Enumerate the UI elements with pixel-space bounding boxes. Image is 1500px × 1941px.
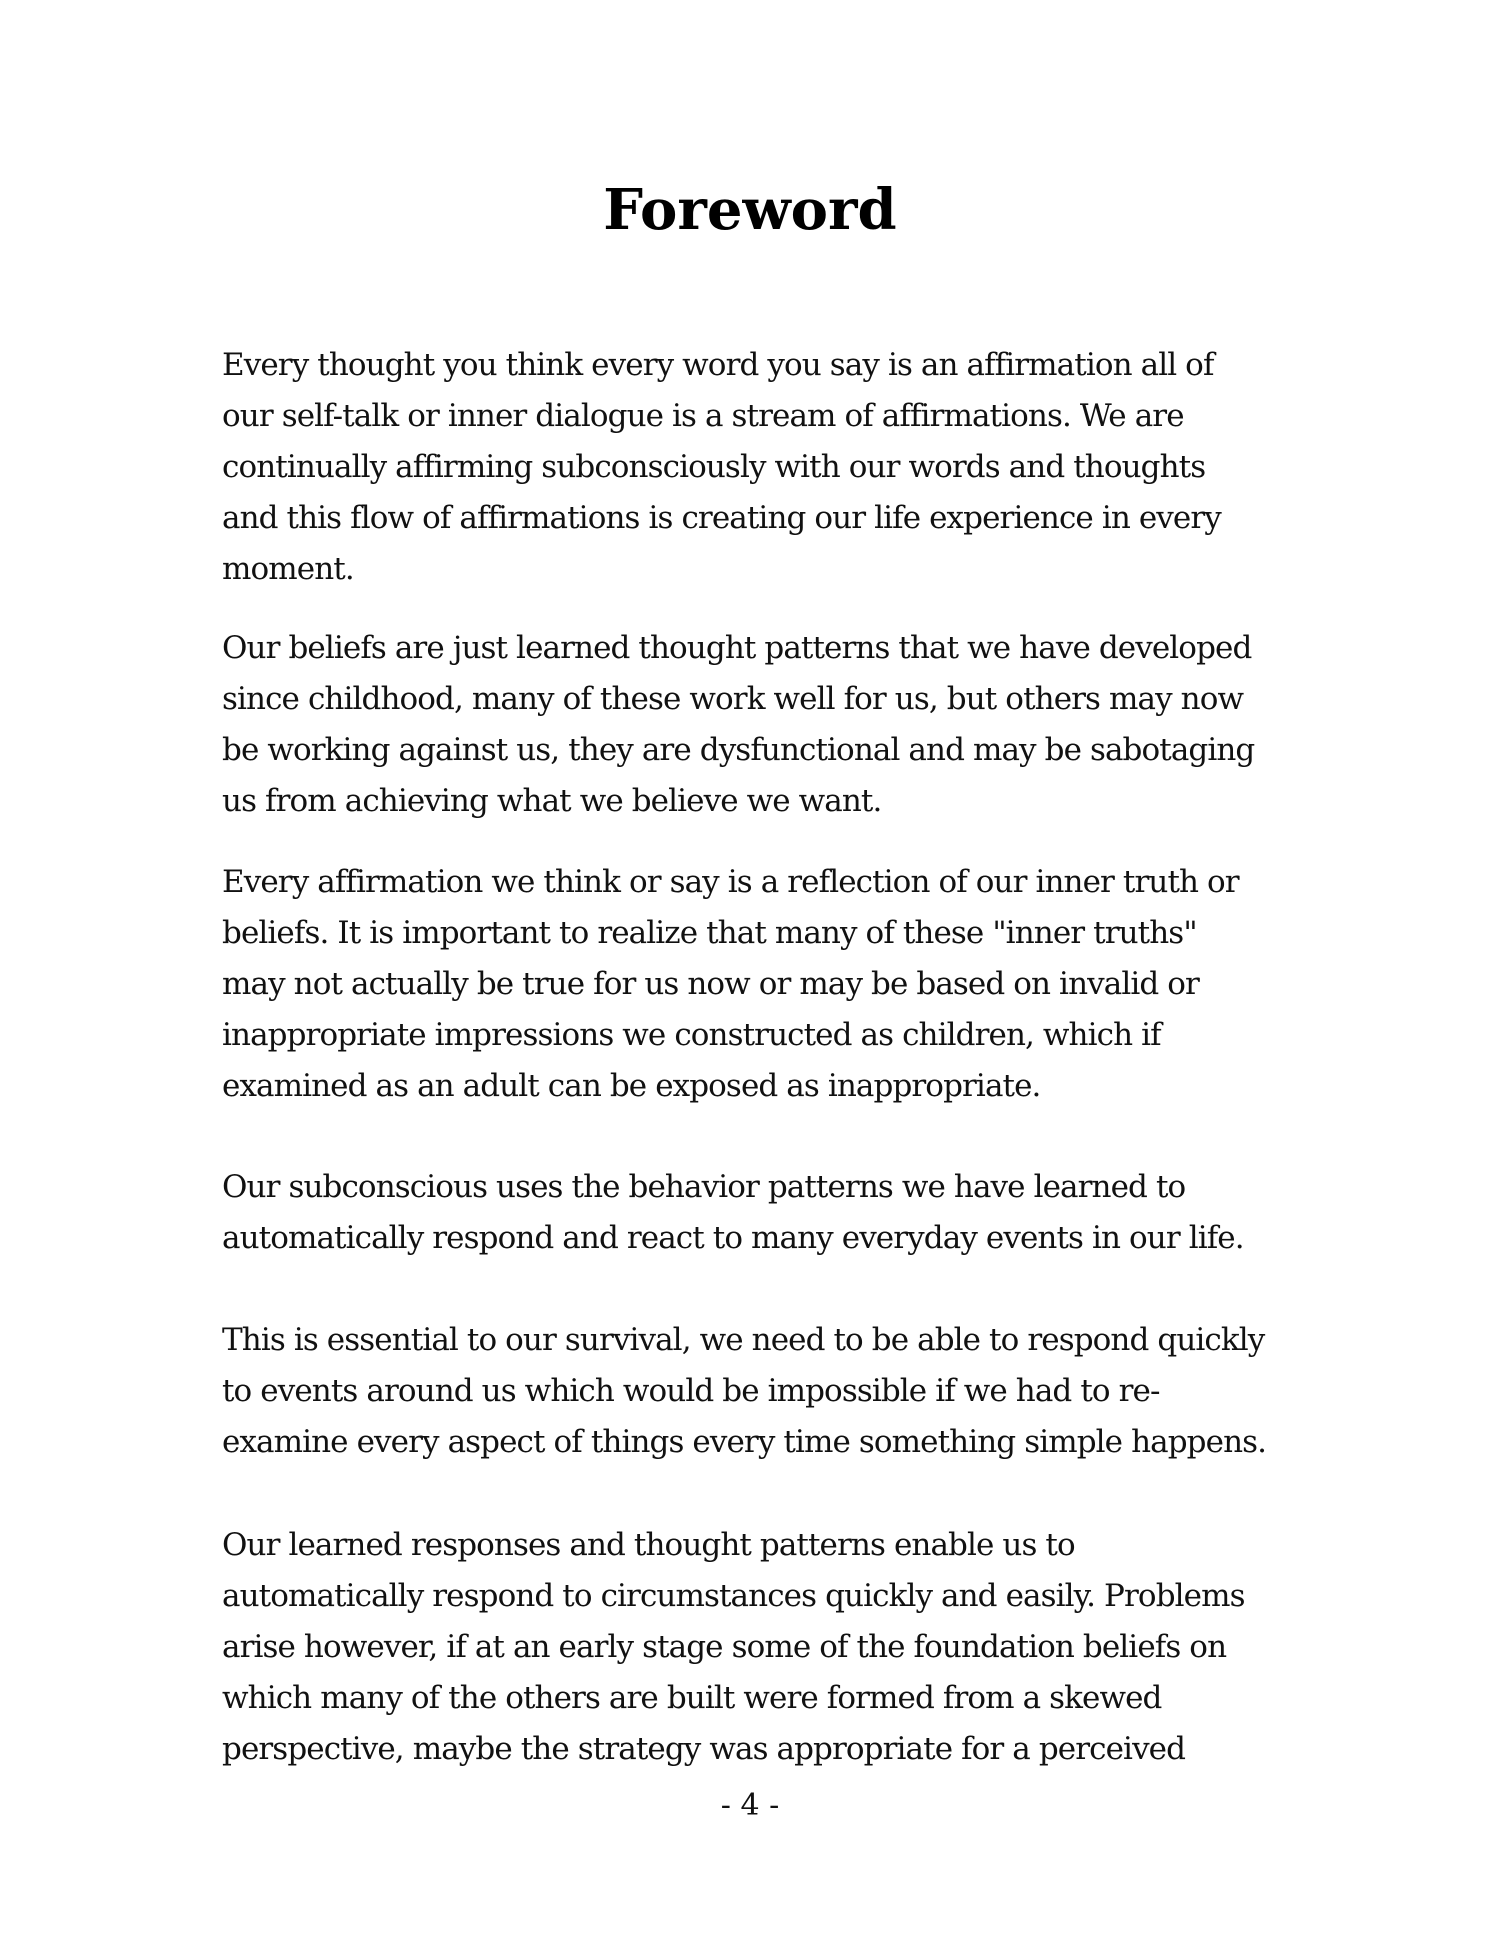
text-line: Every affirmation we think or say is a reflection of our inner truth or [222,864,1239,900]
text-line: to events around us which would be impossible if we had to re- [222,1373,1160,1409]
text-line: Our learned responses and thought patterns enable us to [222,1527,1075,1563]
text-line: perspective, maybe the strategy was appropriate for a perceived [222,1731,1186,1767]
text-line: This is essential to our survival, we need to be able to respond quickly [222,1322,1265,1358]
paragraph-5 [222,1315,1312,1468]
text-line: automatically respond and react to many everyday events in our life. [222,1220,1244,1256]
text-line: automatically respond to circumstances quickly and easily. Problems [222,1578,1245,1614]
text-line: continually affirming subconsciously with our words and thoughts [222,449,1206,485]
text-line: Every thought you think every word you say is an affirmation all of [222,347,1214,383]
paragraph-4 [222,1162,1312,1264]
text-line: arise however, if at an early stage some of the foundation beliefs on [222,1629,1227,1665]
page-number: - 4 - [720,1788,780,1823]
text-line: and this flow of affirmations is creating our life experience in every [222,500,1221,536]
text-line: moment. [222,551,354,587]
paragraph-1 [222,340,1312,595]
text-line: inappropriate impressions we constructed as children, which if [222,1017,1161,1053]
text-line: may not actually be true for us now or may be based on invalid or [222,966,1199,1002]
page-title: Foreword [603,177,897,243]
text-line: our self-talk or inner dialogue is a stream of affirmations. We are [222,398,1184,434]
text-line: us from achieving what we believe we want. [222,783,882,819]
text-line: since childhood, many of these work well for us, but others may now [222,681,1244,717]
text-line: examined as an adult can be exposed as inappropriate. [222,1068,1041,1104]
paragraph-6 [222,1520,1312,1775]
paragraph-3 [222,857,1312,1112]
text-line: Our beliefs are just learned thought patterns that we have developed [222,630,1252,666]
paragraph-2 [222,623,1312,827]
text-line: beliefs. It is important to realize that many of these "inner truths" [222,915,1197,951]
text-line: be working against us, they are dysfunctional and may be sabotaging [222,732,1255,768]
text-line: which many of the others are built were formed from a skewed [222,1680,1162,1716]
text-line: Our subconscious uses the behavior patterns we have learned to [222,1169,1186,1205]
text-line: examine every aspect of things every time something simple happens. [222,1424,1267,1460]
